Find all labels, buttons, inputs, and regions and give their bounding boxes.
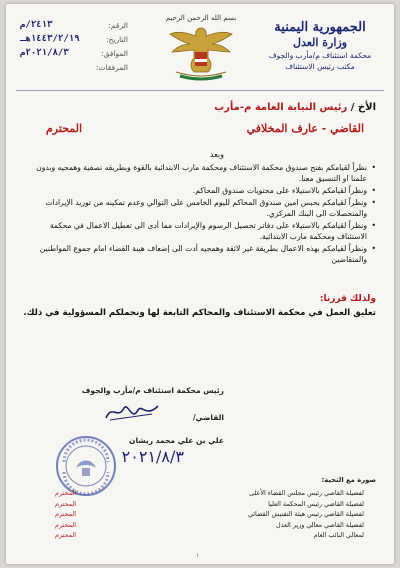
addressee: رئيس النيابة العامة م-مأرب: [214, 102, 348, 113]
list-item: • ونظراً لقيامكم بهذه الاعمال بطريقة غير لائقة وهمجيه أدت الى إضعاف هيبة القضاء امام جموع المواطنين والمتقاضين: [24, 243, 376, 265]
emblem-block: [158, 14, 244, 88]
list-item: لفضيلة القاضي رئيس هيئة التفتيش القضائي: [247, 510, 364, 518]
judge-label: القاضي/: [192, 413, 224, 422]
ref-label: الرقم:: [108, 20, 128, 30]
signatory-title: رئيس محكمة استئناف م/مأرب والجوف: [81, 386, 224, 395]
letterhead: [260, 20, 380, 71]
header-divider: [16, 90, 384, 91]
respected-label: المحترم: [55, 531, 76, 539]
judge-name: القاضي - عارف المخلافي: [246, 122, 364, 135]
office-name: مكتب رئيس الاستئناف: [285, 62, 355, 71]
signatory-name: علي بن علي محمد ريشان: [129, 436, 224, 445]
date-label: التاريخ:: [106, 34, 128, 44]
attachments-label: المرفقات:: [95, 62, 128, 72]
eagle-emblem-icon: [166, 22, 236, 84]
addressee-line: [214, 102, 376, 113]
respected-label: المحترم: [55, 489, 76, 497]
respected-label: المحترم: [55, 499, 76, 508]
republic-name: الجمهورية اليمنية: [274, 20, 366, 35]
handwritten-date: ٢٠٢١/٨/٣: [121, 447, 184, 466]
judge-line: [46, 122, 364, 135]
list-item: • ونظراً لقيامكم بالاستيلاء على محتويات صندوق المحاكم.: [24, 185, 376, 196]
respected-label: المحترم: [55, 510, 76, 518]
addressee-prefix: الأخ /: [350, 102, 376, 113]
respected-label: المحترم: [55, 520, 76, 529]
corresponding-label: الموافق:: [100, 48, 128, 58]
decision-text: تعليق العمل في محكمة الاستئناف والمحاكم التابعة لها ونحملكم المسؤولية في ذلك.: [23, 308, 376, 318]
cc-respect-column: [36, 488, 76, 541]
reference-block: [20, 18, 128, 74]
signature-scribble-icon: [102, 400, 162, 424]
corresponding-value: ٢٠٢١/٨/٣م: [20, 48, 69, 58]
letter-page: [6, 4, 394, 564]
greeting: وبعد: [209, 150, 224, 159]
page-number: ١: [196, 552, 200, 559]
list-item: لفضيلة القاضي رئيس مجلس القضاء الأعلى: [249, 489, 364, 497]
basmala: بسم الله الرحمن الرحيم: [165, 14, 237, 22]
list-item: لمعالي النائب العام: [313, 531, 364, 539]
points-list: [24, 162, 376, 266]
list-item: • ونظراً لقيامكم بالاستيلاء على دفاتر تحصيل الرسوم والإيرادات مما أدى الى تعطيل الاعمال في محكمة الاستئناف ومحكمة مارب الابتدائية.: [24, 220, 376, 242]
respected-label: المحترم: [46, 122, 83, 135]
cc-list: [164, 488, 364, 541]
list-item: • ونظراً لقيامكم بحبس امين صندوق المحاكم لليوم الخامس على التوالي وعدم تمكينه من توريد الإيرادات والمتحصلات الى البنك المركزي.: [24, 197, 376, 219]
date-value: ١٤٤٣/٢/١٩هـ: [20, 34, 80, 44]
list-item: • نظراً لقيامكم بفتح صندوق محكمة الاستئناف ومحكمة مارب الابتدائية بالقوة وبطريقه تصفية وهمجيه وبدون علمنا او التنسيق معنا.: [24, 162, 376, 184]
list-item: لفضيلة القاضي معالي وزير العدل: [276, 520, 364, 529]
decision-heading: ولذلك قررنا:: [319, 294, 376, 304]
cc-heading: صورة مع التحية:: [321, 476, 376, 484]
ref-value: ٢٤١٣/م: [20, 20, 53, 30]
ministry-name: وزارة العدل: [292, 36, 348, 49]
list-item: لفضيلة القاضي رئيس المحكمة العليا: [268, 499, 364, 508]
court-name: محكمة استئناف م/مأرب والجوف: [268, 51, 372, 60]
